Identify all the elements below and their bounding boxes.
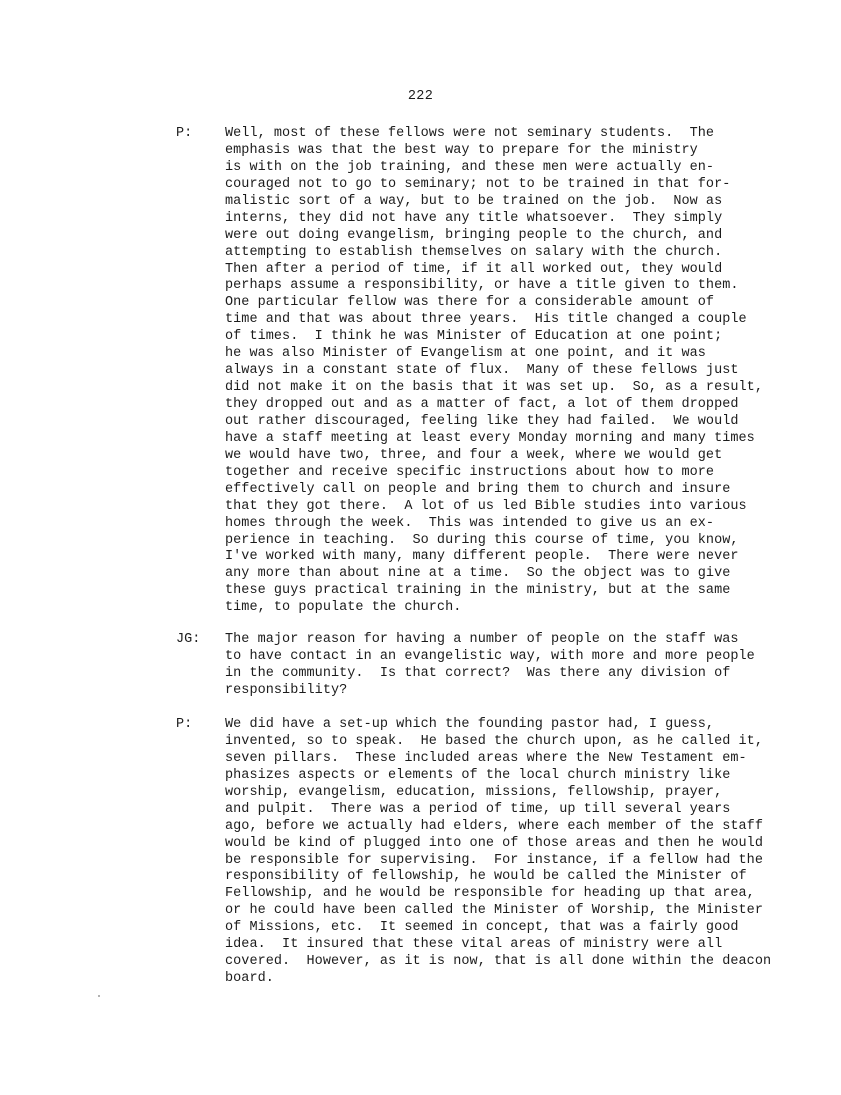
text-line: we would have two, three, and four a week, where we would get bbox=[225, 447, 723, 463]
text-line: out rather discouraged, feeling like they had failed. We would bbox=[225, 413, 739, 429]
text-line: I've worked with many, many different people. There were never bbox=[225, 549, 739, 565]
text-line: emphasis was that the best way to prepare for the ministry bbox=[225, 142, 698, 158]
text-line: time, to populate the church. bbox=[225, 600, 462, 616]
text-line: responsibility? bbox=[225, 682, 348, 698]
text-line: We did have a set-up which the founding pastor had, I guess, bbox=[225, 717, 715, 732]
text-line: responsibility of fellowship, he would be called the Minister of bbox=[225, 869, 747, 885]
text-line: One particular fellow was there for a considerable amount of bbox=[225, 295, 715, 311]
text-line: and pulpit. There was a period of time, up till several years bbox=[225, 801, 731, 817]
text-line: covered. However, as it is now, that is all done within the deacon bbox=[225, 954, 772, 970]
text-line: or he could have been called the Minister of Worship, the Minister bbox=[225, 903, 763, 919]
text-line: effectively call on people and bring them to church and insure bbox=[225, 481, 731, 497]
text-line: Fellowship, and he would be responsible for heading up that area, bbox=[225, 886, 755, 902]
text-line: he was also Minister of Evangelism at one point, and it was bbox=[225, 346, 706, 362]
text-line: be responsible for supervising. For instance, if a fellow had the bbox=[225, 852, 763, 868]
text-line: is with on the job training, and these men were actually en- bbox=[225, 159, 715, 175]
text-line: they dropped out and as a matter of fact, a lot of them dropped bbox=[225, 397, 739, 412]
text-line: did not make it on the basis that it was set up. So, as a result, bbox=[225, 380, 763, 396]
scan-speck bbox=[98, 995, 100, 997]
text-line: homes through the week. This was intended to give us an ex- bbox=[225, 515, 715, 531]
text-line: board. bbox=[225, 971, 274, 987]
speaker-label: P: bbox=[176, 126, 193, 141]
text-line: couraged not to go to seminary; not to be trained in that for- bbox=[225, 176, 731, 192]
text-line: phasizes aspects or elements of the local church ministry like bbox=[225, 767, 731, 783]
text-line: any more than about nine at a time. So the object was to give bbox=[225, 566, 731, 582]
speech-text bbox=[225, 717, 825, 988]
speaker-label: JG: bbox=[176, 632, 201, 647]
speech-text bbox=[225, 632, 825, 700]
text-line: these guys practical training in the ministry, but at the same bbox=[225, 583, 731, 599]
text-line: attempting to establish themselves on salary with the church. bbox=[225, 244, 723, 260]
text-line: interns, they did not have any title whatsoever. They simply bbox=[225, 210, 723, 226]
text-line: of times. I think he was Minister of Education at one point; bbox=[225, 329, 723, 345]
text-line: worship, evangelism, education, missions, fellowship, prayer, bbox=[225, 784, 723, 800]
text-line: malistic sort of a way, but to be trained on the job. Now as bbox=[225, 193, 723, 209]
speech-text bbox=[225, 126, 825, 617]
speaker-label: P: bbox=[176, 717, 193, 732]
text-line: seven pillars. These included areas where the New Testament em- bbox=[225, 750, 747, 766]
page-number: 222 bbox=[407, 89, 434, 104]
text-line: Well, most of these fellows were not seminary students. The bbox=[225, 126, 715, 141]
text-line: that they got there. A lot of us led Bible studies into various bbox=[225, 498, 747, 514]
text-line: invented, so to speak. He based the church upon, as he called it, bbox=[225, 733, 763, 749]
text-line: ago, before we actually had elders, where each member of the staff bbox=[225, 818, 763, 834]
text-line: of Missions, etc. It seemed in concept, that was a fairly good bbox=[225, 920, 739, 936]
text-line: would be kind of plugged into one of those areas and then he would bbox=[225, 835, 763, 851]
text-line: idea. It insured that these vital areas of ministry were all bbox=[225, 937, 723, 953]
text-line: in the community. Is that correct? Was there any division of bbox=[225, 665, 731, 681]
text-line: have a staff meeting at least every Monday morning and many times bbox=[225, 430, 755, 446]
text-line: were out doing evangelism, bringing people to the church, and bbox=[225, 227, 723, 243]
text-line: Then after a period of time, if it all worked out, they would bbox=[225, 261, 723, 277]
text-line: together and receive specific instructions about how to more bbox=[225, 464, 715, 480]
text-line: always in a constant state of flux. Many of these fellows just bbox=[225, 363, 739, 379]
text-line: to have contact in an evangelistic way, with more and more people bbox=[225, 648, 755, 664]
text-line: The major reason for having a number of people on the staff was bbox=[225, 632, 739, 647]
text-line: time and that was about three years. His title changed a couple bbox=[225, 312, 747, 328]
text-line: perience in teaching. So during this course of time, you know, bbox=[225, 532, 739, 548]
text-line: perhaps assume a responsibility, or have a title given to them. bbox=[225, 278, 739, 294]
